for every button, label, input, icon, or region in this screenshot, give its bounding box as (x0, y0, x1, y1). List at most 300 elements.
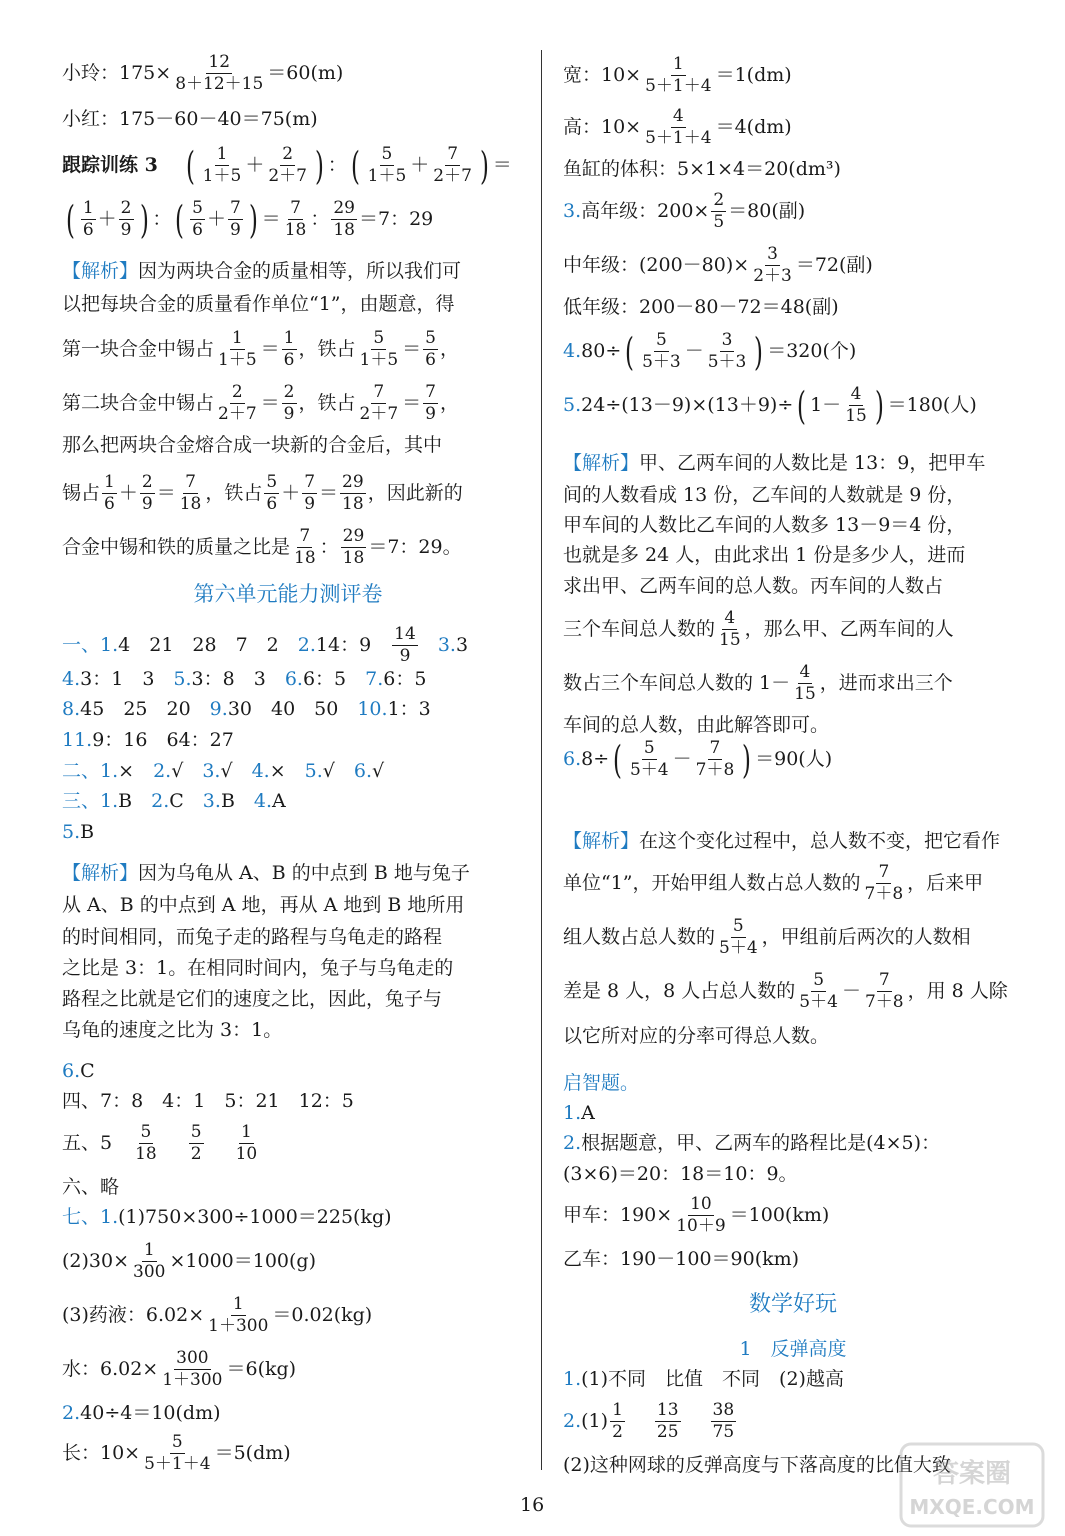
analysis4-line-5: 以它所对应的分率可得总人数。 (563, 1025, 830, 1047)
text: (1)不同 比值 不同 (2)越高 (581, 1368, 844, 1390)
numerator: 1 (283, 328, 295, 348)
paren-close: ) (314, 143, 324, 188)
denominator: 6 (192, 220, 203, 240)
section1-line-4 (62, 731, 234, 750)
denominator: 9 (120, 220, 132, 240)
jia-line (563, 1196, 829, 1235)
denominator: 2＋3 (753, 266, 792, 286)
label: 5. (173, 668, 192, 690)
fraction (694, 740, 737, 779)
xiaoling-line (62, 54, 343, 93)
text: × (118, 760, 154, 782)
text: ，后来甲 (907, 872, 984, 894)
fraction (610, 1402, 625, 1441)
denominator: 7＋8 (864, 884, 904, 904)
fraction (706, 332, 749, 371)
analysis2-line-3: 的时间相同，而兔子走的路程与乌龟走的路程 (62, 926, 443, 948)
svg-text:MXQE.COM: MXQE.COM (909, 1495, 1035, 1519)
numerator: 5 (171, 1432, 183, 1452)
numerator: 1 (216, 144, 228, 164)
comma: ， (440, 338, 460, 360)
denominator: 2＋7 (433, 166, 472, 186)
fraction (206, 1296, 270, 1335)
section7-line-6 (62, 1434, 291, 1473)
numerator: 7 (373, 382, 385, 402)
fraction (282, 384, 297, 423)
label: 2. (297, 634, 316, 656)
denominator: 18 (135, 1144, 157, 1164)
analysis2-line-4: 之比是 3：1。在相同时间内，兔子与乌龟走的 (62, 957, 454, 979)
fraction (358, 384, 401, 423)
section1-line-3 (62, 700, 431, 719)
text: C (80, 1060, 95, 1082)
fraction (717, 610, 743, 649)
track3-tail: ＝7：29 (358, 208, 434, 230)
label: 1. (563, 1102, 582, 1124)
label: 6. (563, 748, 582, 770)
numerator: 5 (192, 198, 203, 218)
text: 3：1 3 (80, 668, 174, 690)
denominator: 2＋7 (218, 404, 257, 424)
fraction (340, 474, 366, 513)
text: √ (220, 760, 252, 782)
paren-open: ( (613, 737, 623, 782)
numerator: 5 (425, 328, 436, 348)
yi-line: 乙车：190－100＝90(km) (563, 1248, 800, 1270)
label: 3. (202, 760, 221, 782)
fraction (797, 972, 840, 1011)
text: A (581, 1102, 595, 1124)
numerator: 1 (612, 1400, 623, 1420)
text: (1) (581, 1410, 609, 1432)
denominator: 9 (399, 646, 411, 666)
plus-sign: ＋ (207, 208, 227, 230)
qizhi-title: 启智题。 (563, 1072, 640, 1094)
text: 40÷4＝10(dm) (80, 1402, 221, 1424)
text: 6：5 (383, 668, 427, 690)
minus-sign: － (684, 340, 704, 362)
text: ＝7：29。 (368, 536, 462, 558)
analysis3-line-5: 求出甲、乙两车间的总人数。丙车间的人数占 (563, 575, 944, 597)
numerator: 29 (342, 472, 364, 492)
text: 高年级：200× (581, 200, 710, 222)
fraction (102, 474, 117, 513)
text: C (169, 790, 203, 812)
numerator: 7 (290, 198, 301, 218)
text: 6：5 (302, 668, 366, 690)
fraction (302, 474, 317, 513)
denominator: 15 (719, 630, 741, 650)
plus-sign: ＋ (410, 154, 430, 176)
ratio-sign: ： (327, 154, 347, 176)
numerator: 5 (732, 916, 744, 936)
denominator: 8＋12＋15 (175, 74, 264, 94)
fraction (216, 384, 259, 423)
equals-sign: ＝ (402, 338, 422, 360)
text: 高：10× (563, 116, 642, 138)
numerator: 3 (767, 244, 778, 264)
xiaoling-result: ＝60(m) (267, 62, 344, 84)
equals-sign: ＝ (260, 338, 280, 360)
kuan-line (563, 56, 792, 95)
ratio-sign: ： (319, 536, 339, 558)
label: 1. (563, 1368, 582, 1390)
text: A (272, 790, 286, 812)
label: 2. (62, 1402, 81, 1424)
numerator: 7 (185, 472, 196, 492)
analysis-tag: 【解析】 (62, 260, 139, 282)
denominator: 5＋1＋4 (645, 128, 712, 148)
paren-open: ( (65, 197, 75, 242)
numerator: 5 (381, 144, 393, 164)
fraction (142, 1434, 212, 1473)
numerator: 1 (231, 328, 243, 348)
text: 14：9 (315, 634, 391, 656)
analysis2-line-5: 路程之比就是它们的速度之比，因此，兔子与 (62, 988, 443, 1010)
denominator: 5＋4 (799, 992, 838, 1012)
fraction (640, 332, 683, 371)
paren-close: ) (479, 143, 489, 188)
denominator: 2 (612, 1422, 623, 1442)
label: 3. (437, 634, 456, 656)
label: 2. (563, 1410, 582, 1432)
text: ，铁占 (205, 482, 263, 504)
text: ＝80(副) (728, 200, 806, 222)
numerator: 1 (82, 198, 94, 218)
section5-line (62, 1124, 261, 1163)
denominator: 25 (656, 1422, 679, 1442)
text: (2)30× (62, 1250, 130, 1272)
minus-sign: － (841, 980, 861, 1002)
label: 一、1. (62, 634, 119, 656)
q5-line (563, 383, 977, 428)
section3-item5 (62, 823, 94, 842)
label: 10. (357, 698, 388, 720)
plus-sign: ＋ (245, 154, 265, 176)
text: ＝72(副) (795, 254, 873, 276)
label: 5. (304, 760, 323, 782)
denominator: 1＋5 (202, 166, 242, 186)
denominator: 5＋1＋4 (645, 76, 712, 96)
text: 五、5 (62, 1132, 132, 1154)
analysis3-line-1 (563, 454, 985, 473)
denominator: 5 (713, 212, 725, 232)
label: 7. (365, 668, 384, 690)
numerator: 5 (643, 738, 655, 758)
numerator: 3 (721, 330, 733, 350)
fraction (292, 528, 318, 567)
denominator: 6 (82, 220, 94, 240)
analysis4-line-2 (563, 864, 983, 903)
numerator: 29 (333, 198, 355, 218)
label: 2. (151, 790, 170, 812)
fraction (331, 200, 357, 239)
numerator: 7 (299, 526, 311, 546)
text: √ (322, 760, 354, 782)
fraction (131, 1242, 167, 1281)
section3-item6 (62, 1062, 95, 1081)
label: 11. (62, 729, 93, 751)
text: 锡占 (62, 482, 101, 504)
numerator: 13 (656, 1400, 679, 1420)
label: 6. (284, 668, 303, 690)
text: ，用 8 人除 (907, 980, 1008, 1002)
track3-line (62, 143, 512, 188)
equals-sign: ＝ (260, 392, 280, 414)
fraction (133, 1124, 159, 1163)
text: 4 21 28 7 2 (118, 634, 298, 656)
plus-sign: ＋ (118, 482, 138, 504)
analysis-tag: 【解析】 (563, 452, 640, 474)
denominator: 9 (425, 404, 436, 424)
fraction (358, 330, 401, 369)
denominator: 18 (294, 548, 316, 568)
analysis-tag: 【解析】 (62, 862, 139, 884)
numerator: 4 (672, 106, 684, 126)
fraction (392, 626, 418, 665)
label: 9. (209, 698, 228, 720)
analysis1-line-3 (62, 330, 459, 369)
section1-line-1 (62, 626, 468, 665)
qz2-line-2: (3×6)＝20：18＝10：9。 (563, 1163, 798, 1185)
equals-sign: ＝ (402, 392, 422, 414)
numerator: 4 (799, 662, 811, 682)
numerator: 38 (712, 1400, 735, 1420)
text: 3 (455, 634, 469, 656)
analysis1-line-4 (62, 384, 459, 423)
text: ＝320(个) (767, 340, 857, 362)
denominator: 2＋7 (268, 166, 307, 186)
text: √ (171, 760, 203, 782)
f3-line: (2)这种网球的反弹高度与下落高度的比值大致 (563, 1454, 951, 1476)
analysis3-line-2: 间的人数看成 13 份，乙车间的人数就是 9 份， (563, 484, 966, 506)
denominator: 5＋4 (719, 938, 758, 958)
text: 因为乌龟从 A、B 的中点到 B 地与兔子 (138, 862, 470, 884)
gao-line (563, 108, 792, 147)
text: ×1000＝100(g) (169, 1250, 316, 1272)
fraction (423, 384, 438, 423)
q3-line-1 (563, 192, 805, 231)
numerator: 1 (672, 54, 684, 74)
label: 2. (153, 760, 172, 782)
section6-line: 六、略 (62, 1176, 120, 1198)
text: ＝90(人) (755, 748, 833, 770)
denominator: 15 (794, 684, 816, 704)
numerator: 2 (231, 382, 243, 402)
section7-line-5 (62, 1404, 221, 1423)
numerator: 7 (304, 472, 316, 492)
text: (1)750×300÷1000＝225(kg) (118, 1206, 392, 1228)
text: 1－ (810, 394, 842, 416)
minus-sign: － (672, 748, 692, 770)
f1-line (563, 1370, 844, 1389)
numerator: 4 (850, 384, 862, 404)
plus-sign: ＋ (281, 482, 301, 504)
label: 七、1. (62, 1206, 119, 1228)
section7-line-1 (62, 1208, 392, 1227)
unit6-title: 第六单元能力测评卷 (193, 582, 383, 606)
text: 数占三个车间总人数的 1－ (563, 672, 791, 694)
label: 6. (353, 760, 373, 782)
paren-open: ( (175, 197, 185, 242)
text: 中年级：(200－80)× (563, 254, 750, 276)
fraction (643, 56, 713, 95)
denominator: 300 (133, 1262, 166, 1282)
fraction (711, 192, 726, 231)
fraction (628, 740, 671, 779)
section7-line-4 (62, 1350, 296, 1389)
fraction (717, 918, 760, 957)
paren-close: ) (754, 329, 764, 374)
denominator: 10 (235, 1144, 258, 1164)
denominator: 10＋9 (676, 1216, 726, 1236)
text: ＝6(kg) (226, 1358, 297, 1380)
numerator: 2 (141, 472, 153, 492)
label: 3. (202, 790, 221, 812)
fraction (655, 1402, 681, 1441)
text: 因为两块合金的质量相等，所以我们可 (138, 260, 462, 282)
denominator: 9 (304, 494, 316, 514)
denominator: 5＋1＋4 (144, 1454, 211, 1474)
numerator: 5 (140, 1122, 152, 1142)
denominator: 5＋3 (642, 352, 681, 372)
text: ，甲组前后两次的人数相 (761, 926, 971, 948)
text: ＝180(人) (887, 394, 977, 416)
text: ＝5(dm) (214, 1442, 291, 1464)
denominator: 1＋5 (218, 350, 257, 370)
text: ＝4(dm) (715, 116, 792, 138)
text: × (269, 760, 305, 782)
fraction (201, 146, 244, 185)
analysis1-line-2: 以把每块合金的质量看作单位“1”，由题意，得 (62, 293, 455, 315)
text: √ (372, 760, 385, 782)
text: 第一块合金中锡占 (62, 338, 215, 360)
section7-line-3 (62, 1296, 372, 1335)
label: 4. (563, 340, 582, 362)
text: 30 40 50 (227, 698, 358, 720)
denominator: 18 (342, 548, 365, 568)
fraction (81, 200, 96, 239)
watermark-logo (897, 1440, 1047, 1530)
fraction (863, 864, 906, 903)
numerator: 7 (878, 970, 890, 990)
numerator: 7 (709, 738, 721, 758)
paren-close: ) (874, 383, 884, 428)
fraction (160, 1350, 224, 1389)
label: 5. (563, 394, 582, 416)
numerator: 1 (143, 1240, 155, 1260)
text: ＝0.02(kg) (272, 1304, 373, 1326)
fraction (751, 246, 794, 285)
text: 24÷(13－9)×(13＋9)÷ (581, 394, 794, 416)
numerator: 1 (104, 472, 115, 492)
equals-sign: ＝ (261, 208, 281, 230)
denominator: 18 (179, 494, 202, 514)
fraction (119, 200, 134, 239)
label: 二、1. (62, 760, 119, 782)
denominator: 2＋7 (359, 404, 399, 424)
denominator: 6 (104, 494, 115, 514)
text: B (80, 821, 95, 843)
fraction (283, 200, 309, 239)
fraction (264, 474, 279, 513)
fraction (234, 1124, 260, 1163)
numerator: 5 (655, 330, 667, 350)
fraction (341, 528, 367, 567)
ratio-sign: ： (310, 208, 330, 230)
q6-line (563, 737, 833, 782)
svg-text:答案圈: 答案圈 (932, 1459, 1012, 1489)
paren-close: ) (742, 737, 752, 782)
numerator: 4 (724, 608, 736, 628)
numerator: 5 (266, 472, 278, 492)
text: 9：16 64：27 (92, 729, 234, 751)
plus-sign: ＋ (97, 208, 117, 230)
page-number: 16 (520, 1494, 545, 1516)
qz2-line-1 (563, 1134, 940, 1153)
equals-sign: ＝ (156, 482, 176, 504)
text: 宽：10× (563, 64, 642, 86)
analysis2-line-6: 乌龟的速度之比为 3：1。 (62, 1019, 283, 1041)
section7-line-2 (62, 1242, 316, 1281)
denominator: 2 (190, 1144, 202, 1164)
text: ＝100(km) (729, 1204, 830, 1226)
text: 第二块合金中锡占 (62, 392, 215, 414)
text: 组人数占总人数的 (563, 926, 716, 948)
text: ＝1(dm) (715, 64, 792, 86)
text: ，铁占 (298, 338, 356, 360)
numerator: 2 (283, 382, 295, 402)
numerator: 29 (342, 526, 365, 546)
fraction (228, 200, 243, 239)
analysis4-line-1 (563, 832, 1000, 851)
analysis3-line-7 (563, 664, 953, 703)
analysis4-line-3 (563, 918, 971, 957)
denominator: 75 (712, 1422, 735, 1442)
denominator: 1＋300 (162, 1370, 223, 1390)
numerator: 7 (425, 382, 436, 402)
analysis1-line-5: 那么把两块合金熔合成一块新的合金后，其中 (62, 434, 443, 456)
fraction (863, 972, 906, 1011)
label: 4. (62, 668, 81, 690)
analysis4-line-4 (563, 972, 1008, 1011)
fraction (792, 664, 818, 703)
fraction (674, 1196, 727, 1235)
text: 长：10× (62, 1442, 141, 1464)
denominator: 5＋3 (707, 352, 747, 372)
text: B (118, 790, 152, 812)
text: 45 25 20 (80, 698, 210, 720)
numerator: 12 (208, 52, 231, 72)
equals-sign: ＝ (492, 154, 512, 176)
numerator: 7 (447, 144, 459, 164)
analysis3-line-3: 甲车间的人数比乙车间的人数多 13－9＝4 份， (563, 514, 966, 536)
denominator: 6 (425, 350, 436, 370)
denominator: 6 (266, 494, 278, 514)
column-divider (541, 50, 542, 1470)
text: ，那么甲、乙两车间的人 (744, 618, 954, 640)
paren-open: ( (185, 143, 195, 188)
text: 8÷ (581, 748, 610, 770)
xiaohong-line: 小红：175－60－40＝75(m) (62, 108, 318, 130)
text: 甲、乙两车间的人数比是 13：9，把甲车 (639, 452, 986, 474)
denominator: 1＋5 (359, 350, 399, 370)
label: 4. (253, 790, 273, 812)
text: 单位“1”，开始甲组人数占总人数的 (563, 872, 861, 894)
numerator: 7 (230, 198, 241, 218)
text: 三个车间总人数的 (563, 618, 716, 640)
denominator: 7＋8 (695, 760, 735, 780)
